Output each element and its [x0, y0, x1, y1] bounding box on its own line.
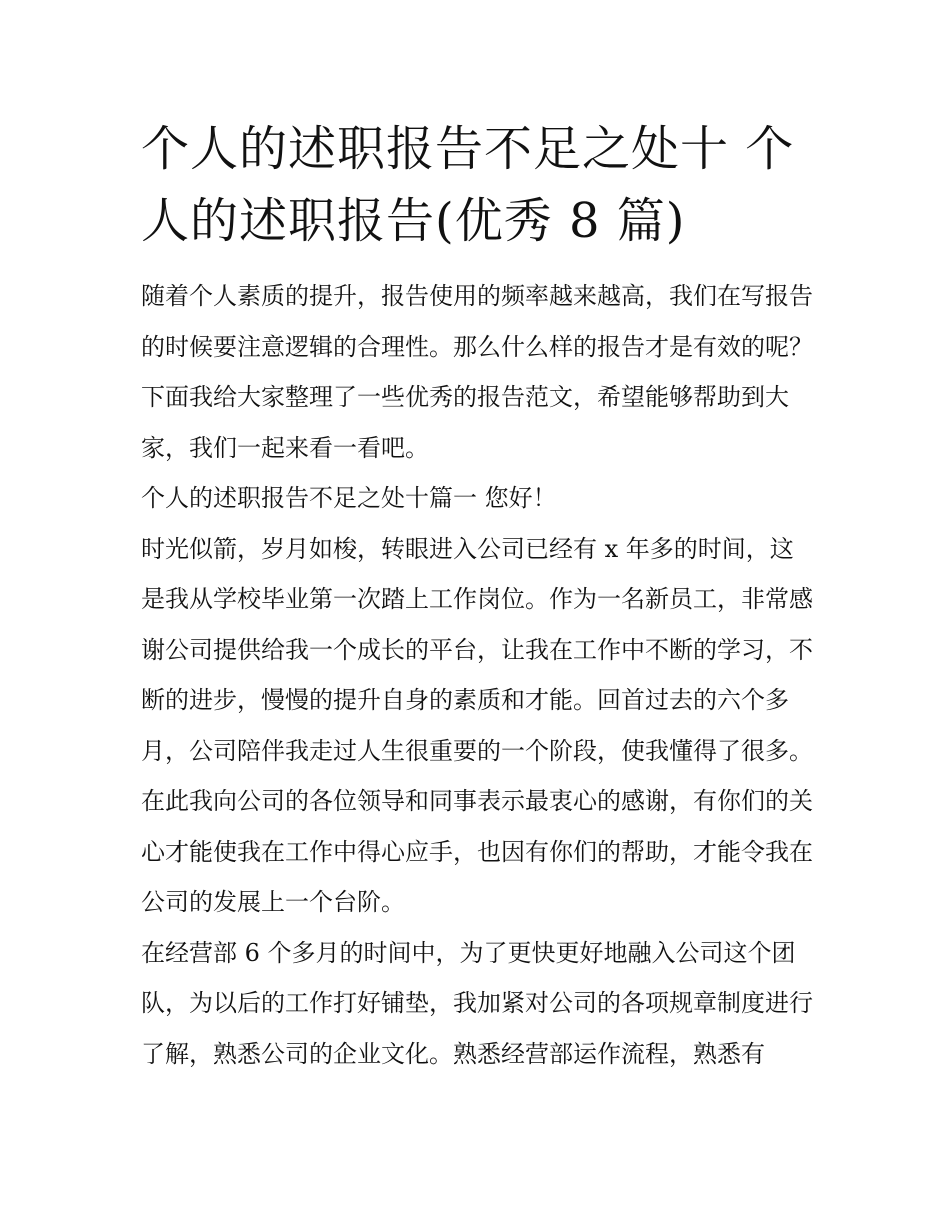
intro-paragraph: 随着个人素质的提升，报告使用的频率越来越高，我们在写报告的时候要注意逻辑的合理性。那么什么样的报告才是有效的呢？下面我给大家整理了一些优秀的报告范文，希望能够帮助到大家，我们一起来看一看吧。	[141, 282, 813, 462]
document-body	[141, 271, 813, 1079]
body-paragraph-1: 时光似箭，岁月如梭，转眼进入公司已经有 x 年多的时间，这是我从学校毕业第一次踏上工作岗位。作为一名新员工，非常感谢公司提供给我一个成长的平台，让我在工作中不断的学习，不断的进步，慢慢的提升自身的素质和才能。回首过去的六个多月，公司陪伴我走过人生很重要的一个阶段，使我懂得了很多。在此我向公司的各位领导和同事表示最衷心的感谢，有你们的关心才能使我在工作中得心应手，也因有你们的帮助，才能令我在公司的发展上一个台阶。	[141, 534, 813, 916]
document-page	[141, 113, 813, 1079]
body-paragraph-2: 在经营部 6 个多月的时间中，为了更快更好地融入公司这个团队，为以后的工作打好铺垫，我加紧对公司的各项规章制度进行了解，熟悉公司的企业文化。熟悉经营部运作流程，熟悉有	[141, 938, 813, 1068]
document-title: 个人的述职报告不足之处十 个人的述职报告(优秀 8 篇)	[141, 121, 795, 249]
section-heading-paragraph: 个人的述职报告不足之处十篇一 您好！	[141, 484, 557, 512]
